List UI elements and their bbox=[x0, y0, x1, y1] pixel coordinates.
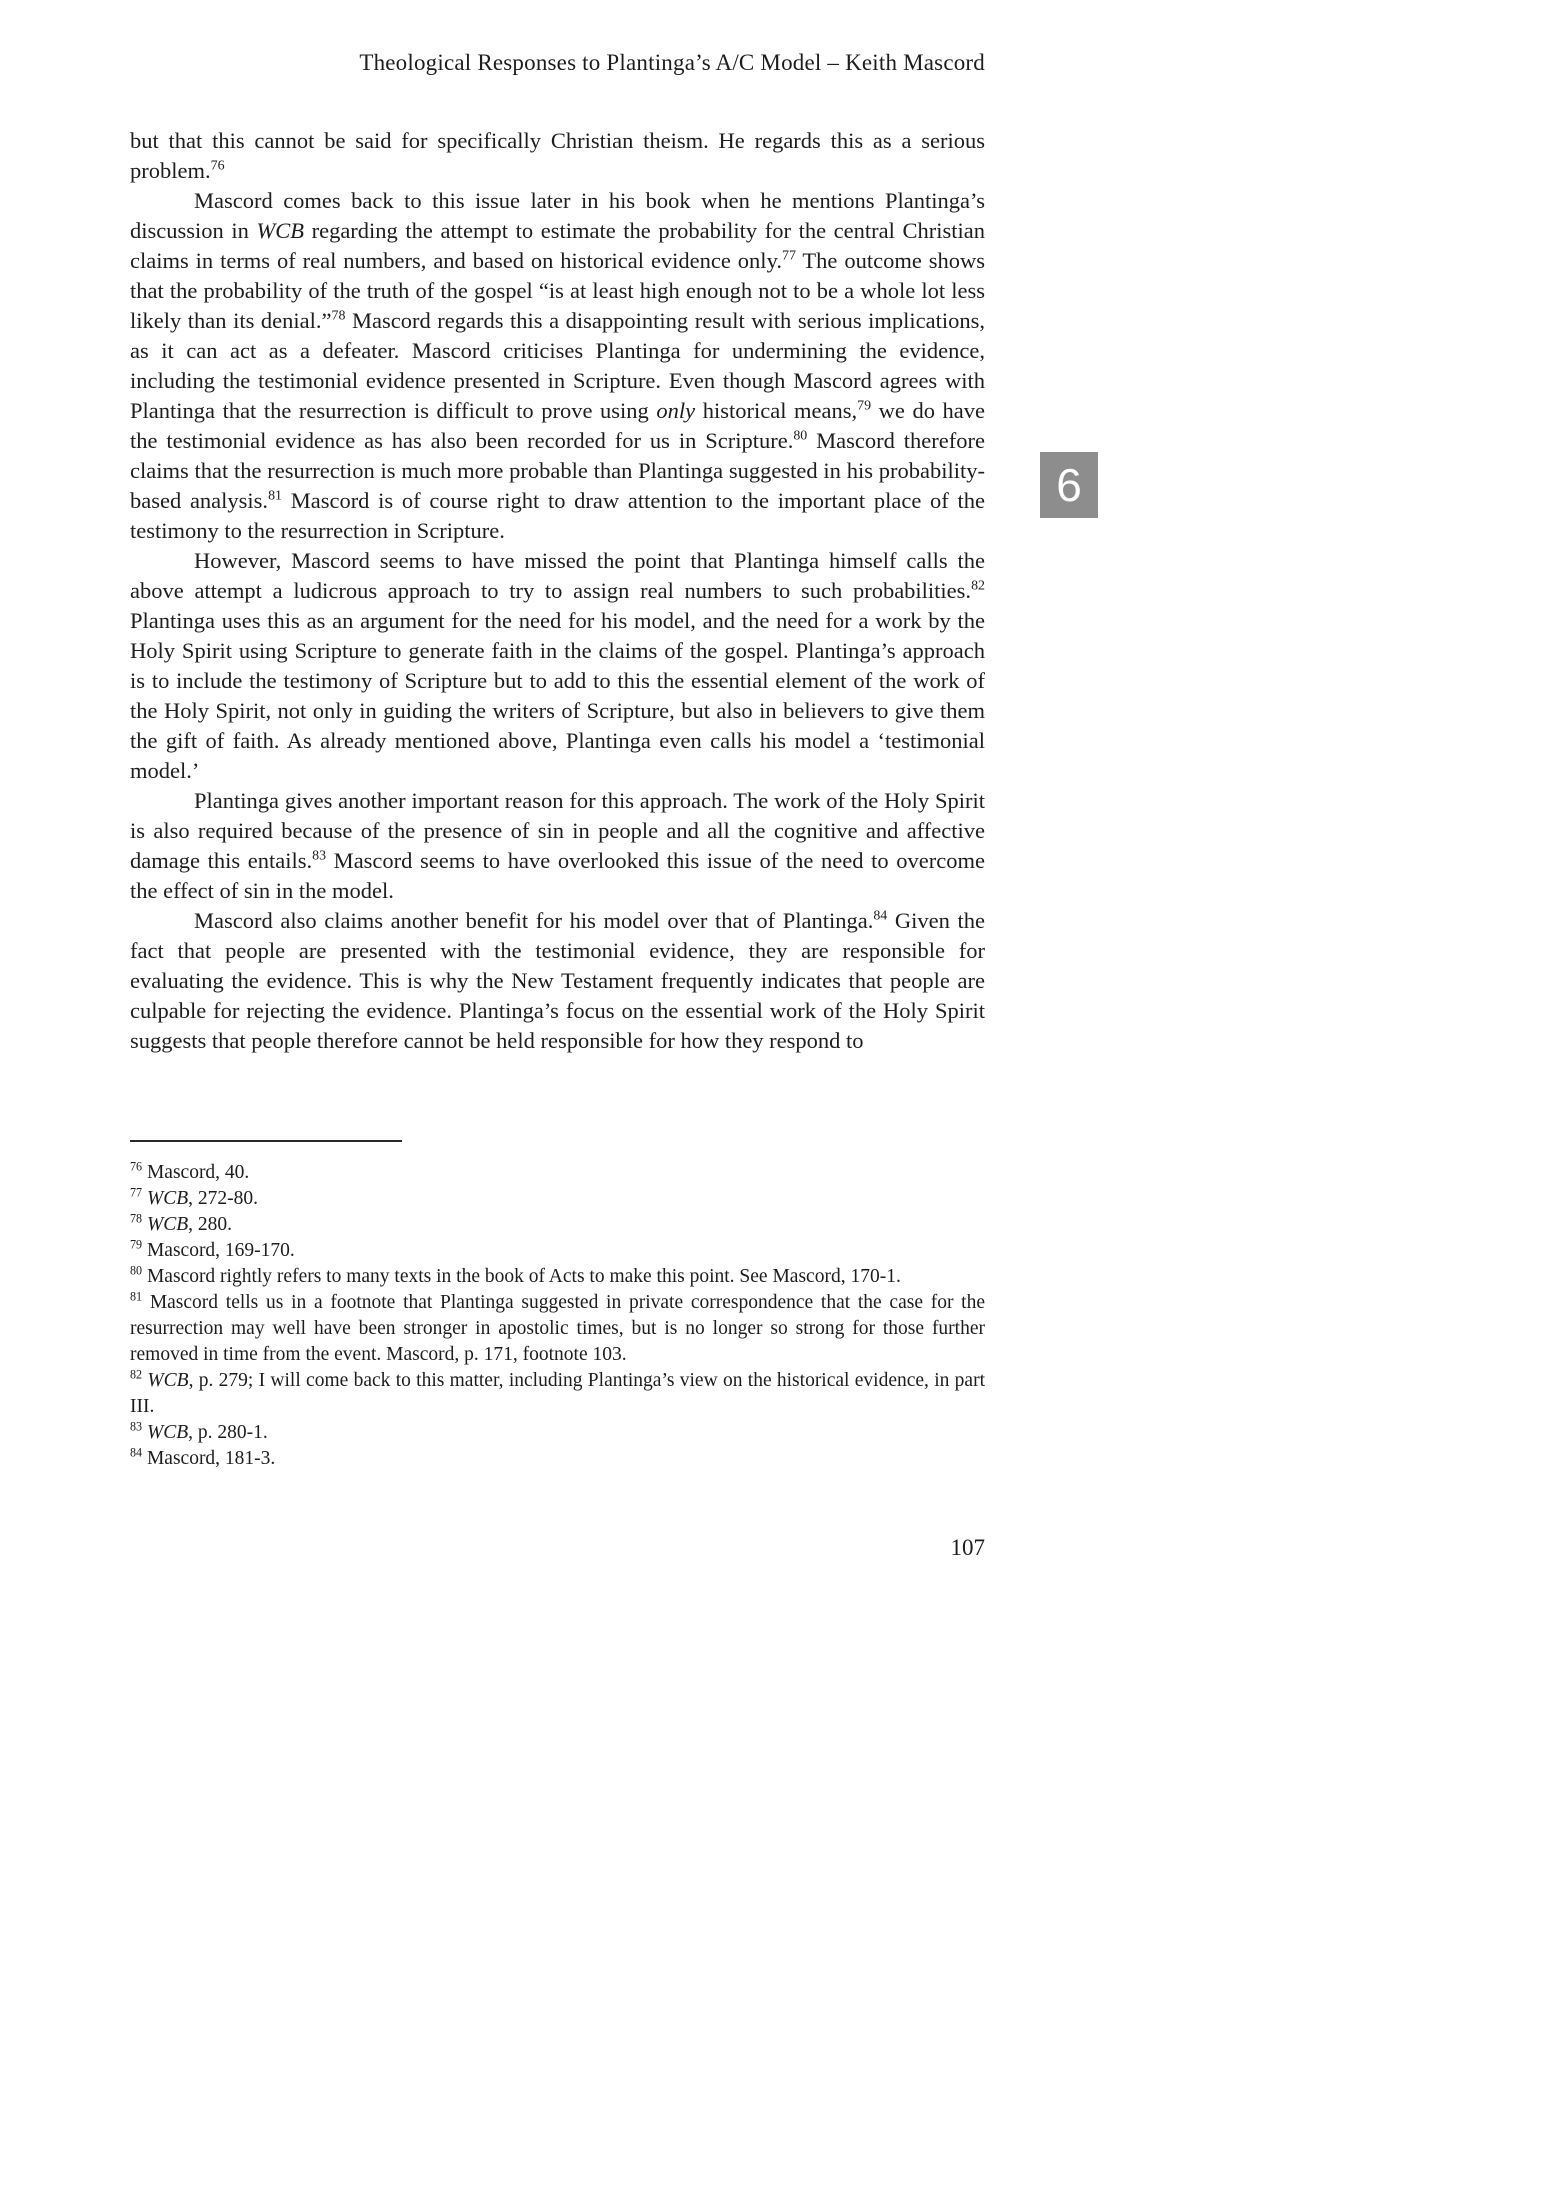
text-run: Mascord seems to have overlooked this issue of the need to overcome the effect of sin in the model. bbox=[130, 848, 986, 903]
paragraph bbox=[130, 906, 985, 1056]
paragraph bbox=[130, 186, 985, 546]
footnote bbox=[130, 1264, 985, 1290]
text-run: Given the fact that people are presented with the testimonial evidence, they are responsible for evaluating the evidence. This is why the New Testament frequently indicates that people are culpable for rejecting the evidence. Plantinga’s focus on the essential work of the Holy Spirit suggests that people therefore cannot be held responsible for how they respond to bbox=[130, 908, 985, 1053]
text-run: , 280. bbox=[188, 1214, 232, 1235]
footnote-number: 82 bbox=[130, 1367, 143, 1382]
text-run: Plantinga uses this as an argument for the need for his model, and the need for a work by the Holy Spirit using Scripture to generate faith in the claims of the gospel. Plantinga’s approach is to include the testimony of Scripture but to add to this the essential element of the work of the Holy Spirit, not only in guiding the writers of Scripture, but also in believers to give them the gift of faith. As already mentioned above, Plantinga even calls his model a ‘testimonial model.’ bbox=[130, 608, 985, 783]
text-run: Plantinga gives another important reason for this approach. The work of the Holy Spirit is also required because of the presence of sin in people and all the cognitive and affective damage this entails. bbox=[130, 788, 985, 873]
text-run: , p. 280-1. bbox=[188, 1422, 268, 1443]
text-run: Mascord also claims another benefit for his model over that of Plantinga. bbox=[194, 908, 874, 933]
text-run: historical means, bbox=[695, 398, 858, 423]
footnote bbox=[130, 1186, 985, 1212]
footnote-ref: 80 bbox=[793, 428, 808, 444]
footnote-ref: 84 bbox=[873, 908, 888, 924]
footnote-separator-rule bbox=[130, 1140, 402, 1142]
italic-text: WCB bbox=[146, 1422, 189, 1443]
text-run: , 272-80. bbox=[188, 1188, 258, 1209]
footnotes bbox=[130, 1160, 985, 1472]
text-run: Mascord tells us in a footnote that Plantinga suggested in private correspondence that the case for the resurrection may well have been stronger in apostolic times, but is no longer so strong for those further removed in time from the event. Mascord, p. 171, footnote 103. bbox=[130, 1292, 986, 1365]
paragraph bbox=[130, 126, 985, 186]
text-run: However, Mascord seems to have missed the point that Plantinga himself calls the above attempt a ludicrous approach to try to assign real numbers to such probabilities. bbox=[130, 548, 985, 603]
text-run: Mascord is of course right to draw attention to the important place of the testimony to the resurrection in Scripture. bbox=[130, 488, 985, 543]
footnote bbox=[130, 1290, 985, 1368]
italic-text: only bbox=[656, 398, 696, 423]
text-run: Mascord rightly refers to many texts in the book of Acts to make this point. See Mascord, 170-1. bbox=[146, 1266, 901, 1287]
text-run: Mascord comes back to this issue later in his book when he mentions Plantinga’s discussion in bbox=[130, 188, 985, 243]
footnote-number: 80 bbox=[130, 1263, 143, 1278]
footnote bbox=[130, 1160, 985, 1186]
footnote-ref: 77 bbox=[781, 248, 796, 264]
footnote-number: 81 bbox=[130, 1289, 143, 1304]
footnote bbox=[130, 1446, 985, 1472]
footnote-ref: 81 bbox=[268, 488, 282, 504]
footnote-ref: 79 bbox=[857, 398, 872, 414]
text-run: but that this cannot be said for specifically Christian theism. He regards this as a serious problem. bbox=[130, 128, 985, 183]
chapter-tab bbox=[1040, 452, 1098, 518]
footnote-ref: 83 bbox=[312, 848, 327, 864]
body-text bbox=[130, 126, 985, 1056]
paragraph bbox=[130, 546, 985, 786]
paragraph bbox=[130, 786, 985, 906]
italic-text: WCB bbox=[256, 218, 304, 243]
text-run: regarding the attempt to estimate the probability for the central Christian claims in terms of real numbers, and based on historical evidence only. bbox=[130, 218, 985, 273]
italic-text: WCB bbox=[146, 1188, 189, 1209]
footnote bbox=[130, 1368, 985, 1420]
chapter-number: 6 bbox=[1056, 459, 1082, 511]
text-run: Mascord, 40. bbox=[146, 1162, 250, 1183]
footnote-number: 79 bbox=[130, 1237, 143, 1252]
italic-text: WCB bbox=[147, 1370, 189, 1391]
footnote-number: 84 bbox=[130, 1445, 143, 1460]
running-header: Theological Responses to Plantinga’s A/C Model – Keith Mascord bbox=[359, 50, 985, 75]
footnote bbox=[130, 1238, 985, 1264]
text-run: Mascord, 181-3. bbox=[146, 1448, 276, 1469]
page-number: 107 bbox=[950, 1535, 985, 1560]
footnote-number: 83 bbox=[130, 1419, 143, 1434]
text-run: Mascord therefore claims that the resurrection is much more probable than Plantinga suggested in his probability-based analysis. bbox=[130, 428, 985, 513]
footnote-number: 76 bbox=[130, 1159, 143, 1174]
footnote bbox=[130, 1420, 985, 1446]
text-run: The outcome shows that the probability of the truth of the gospel “is at least high enough not to be a whole lot less likely than its denial.” bbox=[130, 248, 985, 333]
footnote bbox=[130, 1212, 985, 1238]
footnote-ref: 82 bbox=[971, 578, 985, 594]
footnote-ref: 78 bbox=[331, 308, 346, 324]
footnote-ref: 76 bbox=[210, 158, 225, 174]
footnote-number: 77 bbox=[130, 1185, 143, 1200]
text-run: , p. 279; I will come back to this matter, including Plantinga’s view on the historical evidence, in part III. bbox=[130, 1370, 986, 1417]
text-run: we do have the testimonial evidence as has also been recorded for us in Scripture. bbox=[130, 398, 985, 453]
text-run: Mascord, 169-170. bbox=[146, 1240, 295, 1261]
footnote-number: 78 bbox=[130, 1211, 143, 1226]
italic-text: WCB bbox=[146, 1214, 189, 1235]
text-run: Mascord regards this a disappointing result with serious implications, as it can act as a defeater. Mascord criticises Plantinga for undermining the evidence, including the testimonial evidence presented in Scripture. Even though Mascord agrees with Plantinga that the resurrection is difficult to prove using bbox=[130, 308, 985, 423]
